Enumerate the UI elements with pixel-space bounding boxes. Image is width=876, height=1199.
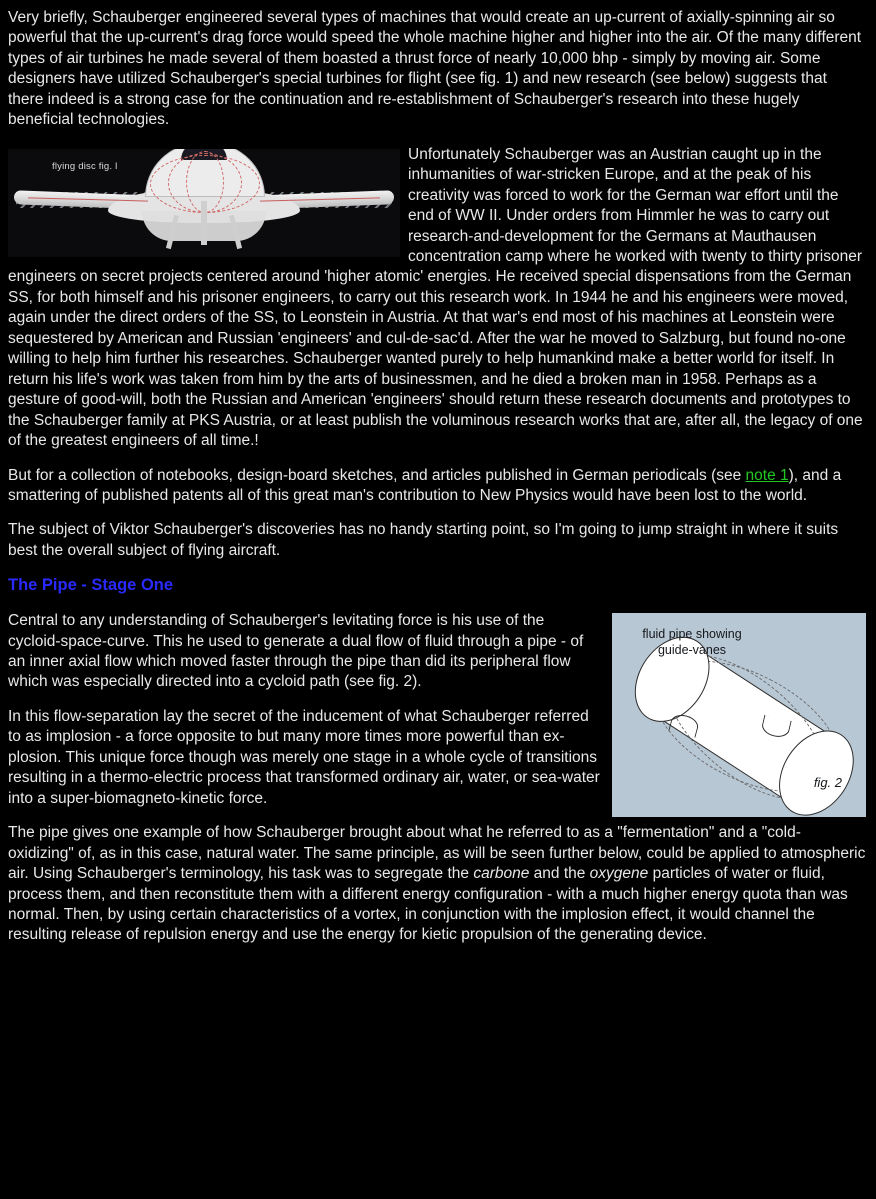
- note-1-link[interactable]: note 1: [745, 466, 789, 484]
- heading-pipe-stage-one: The Pipe - Stage One: [8, 576, 174, 595]
- paragraph-starting-point: The subject of Viktor Schauberger's discoveries has no handy starting point, so I'm going to jump straight in where it suits best the overall subject of flying aircraft.: [8, 521, 839, 559]
- figure-flying-disc: [8, 149, 400, 257]
- fermentation-text-2: and the: [529, 865, 590, 883]
- figure2-wrap-section: [8, 611, 866, 823]
- disc-central-stem: [201, 201, 207, 245]
- fermentation-text-1: The pipe gives one example of how Schauberger brought about what he referred to as a "fermentation" and a "cold-oxidizing" of, as in this case, natural water. The same principle, as will be seen further below, could be applied to atmospheric air. Using Schauberger's terminology, his task was to segregate the: [8, 824, 866, 883]
- figure2-caption: fluid pipe showing guide-vanes: [642, 627, 742, 657]
- paragraph-intro: Very briefly, Schauberger engineered several types of machines that would create an up-current of axially-spinning air so powerful that the up-current's drag force would speed the whole machine higher and higher into the air. Of the many different types of air turbines he made several of them boasted a thrust force of nearly 10,000 bhp - simply by moving air. Some designers have utilized Schauberger's special turbines for flight (see fig. 1) and new research (see below) suggests that there indeed is a strong case for the continuation and re-establishment of Schauberger's research into these hugely beneficial technologies.: [8, 9, 862, 129]
- notebooks-text-before: But for a collection of notebooks, design-board sketches, and articles published in German periodicals (see: [8, 466, 746, 484]
- term-oxygene: oxygene: [589, 865, 649, 883]
- paragraph-notebooks: [8, 466, 866, 507]
- paragraph-cycloid: Central to any understanding of Schauberger's levitating force is his use of the cycloid-space-curve. This he used to generate a dual flow of fluid through a pipe - of an inner axial flow which moved faster through the pipe than did its peripheral flow which was especially directed into a cycloid path (see fig. 2).: [8, 612, 584, 691]
- figure1-caption: flying disc fig. l: [52, 160, 118, 172]
- figure2-label: fig. 2: [813, 774, 842, 790]
- fermentation-text-3: particles of water or fluid, process them, and then reconstitute them with a different energy configuration - with a much higher energy quota than was normal. Then, by using certain characteristics of a vortex, in conjunction with the implosion effect, it would channel the resulting release of repulsion energy and use the energy for kietic propulsion of the generating device.: [8, 865, 848, 944]
- paragraph-biography: Unfortunately Schauberger was an Austrian caught up in the inhumanities of war-stricken Europe, and at the peak of his creativity was forced to work for the German war effort until the end of WW II. Under orders from Himmler he was to carry out research-and-development for the Germans at Mauthausen concentration camp where he worked with twenty to thirty prisoner engineers on secret projects centered around 'higher atomic' energies. He received special dispensations from the German SS, for both himself and his prisoner engineers, to carry out this research work. In 1944 he and his engineers were moved, again under the direct orders of the SS, to Leonstein in Austria. At that war's end most of his machines at Leonstein were sequestered by American and Russian 'engineers' and cul-de-sac'd. After the war he moved to Salzburg, but found no-one willing to help him further his researches. Schauberger wanted purely to help humankind make a better world for itself. In return his life's work was taken from him by the arts of businessmen, and he died a broken man in 1958. Perhaps as a gesture of good-will, both the Russian and American 'engineers' should return these research documents and prototypes to the Schauberger family at PKS Austria, or at least publish the voluminous research works that are, after all, the legacy of one of the greatest engineers of all time.!: [8, 145, 863, 450]
- paragraph-fermentation: [8, 823, 866, 946]
- paragraph-implosion: In this flow-separation lay the secret of the inducement of what Schauberger referred to as implosion - a force opposite to but many more times more powerful than ex-plosion. This unique force though was merely one stage in a whole cycle of transitions resulting in a thermo-electric process that transformed ordinary air, water, or sea-water into a super-biomagneto-kinetic force.: [8, 707, 600, 807]
- figure-fluid-pipe: [612, 613, 866, 817]
- term-carbone: carbone: [473, 865, 530, 883]
- figure1-wrap-section: [8, 145, 866, 466]
- notebooks-text-after: ), and a smattering of published patents all of this great man's contribution to New Physics would have been lost to the world.: [8, 466, 842, 504]
